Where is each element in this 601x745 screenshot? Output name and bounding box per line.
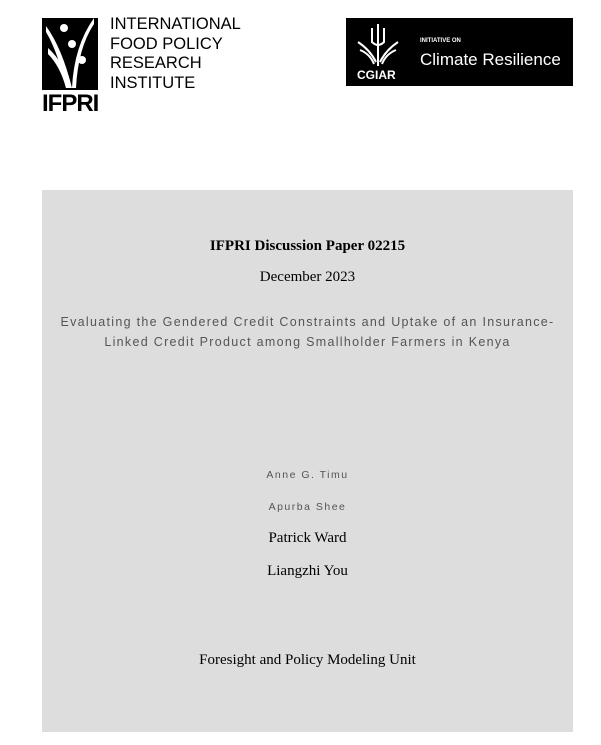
ifpri-wheat-icon [42, 18, 98, 90]
ifpri-name-line: INTERNATIONAL [110, 15, 241, 33]
ifpri-abbr: IFPRI [42, 90, 99, 117]
ifpri-name [110, 15, 241, 93]
author: Patrick Ward [268, 530, 347, 546]
initiative-name: Climate Resilience [420, 50, 561, 69]
publication-date: December 2023 [259, 269, 356, 285]
ifpri-name-line: INSTITUTE [110, 73, 196, 92]
author: Anne G. Timu [266, 469, 349, 481]
research-unit: Foresight and Policy Modeling Unit [199, 652, 416, 668]
paper-title-line-2: Linked Credit Product among Smallholder Farmers in Kenya [104, 335, 511, 349]
author: Apurba Shee [268, 501, 347, 513]
cover-panel [42, 190, 573, 732]
paper-title-line-1: Evaluating the Gendered Credit Constraints and Uptake of an Insurance- [60, 315, 555, 329]
cgiar-wheat-icon [356, 22, 400, 68]
cgiar-abbr: CGIAR [357, 68, 396, 82]
ifpri-name-line: RESEARCH [110, 54, 202, 72]
author: Liangzhi You [267, 563, 348, 579]
initiative-label: INITIATIVE ON [420, 38, 461, 44]
series-number: IFPRI Discussion Paper 02215 [209, 238, 406, 254]
cgiar-logo [346, 18, 573, 86]
ifpri-name-line: FOOD POLICY [110, 34, 223, 53]
